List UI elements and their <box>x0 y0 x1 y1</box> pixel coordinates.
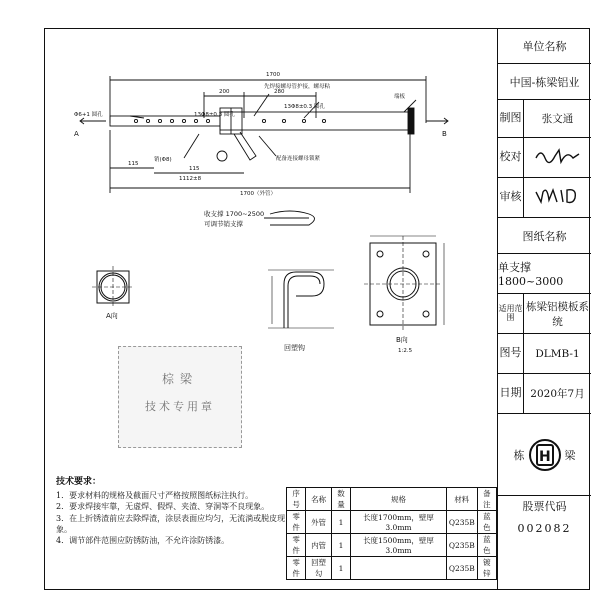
drawing-name-label-row <box>498 218 591 254</box>
no-value: DLMB-1 <box>535 347 580 360</box>
table-row <box>287 534 497 557</box>
drawing-name-label: 图纸名称 <box>522 229 567 243</box>
note-hole-mid: 13Φ8±0.3 圆孔 <box>194 112 235 118</box>
table-cell: 零件 <box>287 534 306 557</box>
logo-mark-icon <box>528 438 562 472</box>
header-cell: 序号 <box>287 488 306 511</box>
stroke-range: 收支撑 1700~2500 <box>204 210 265 218</box>
table-cell: 零件 <box>287 511 306 534</box>
tech-title: 技术要求： <box>56 477 102 487</box>
date-label: 日期 <box>498 374 524 413</box>
parts-table-header <box>287 488 497 511</box>
view-b-scale: 1:2.5 <box>398 348 413 354</box>
logo-row <box>498 414 591 496</box>
check-row <box>498 138 591 178</box>
header-cell: 材料 <box>446 488 477 511</box>
code-label: 股票代码 <box>522 500 567 513</box>
stamp-line-1: 棕梁 <box>161 372 198 386</box>
table-row <box>287 557 497 580</box>
logo-left-text: 栋 <box>513 448 525 462</box>
table-cell: 蓝色 <box>477 511 496 534</box>
parts-table <box>286 487 497 580</box>
table-cell <box>351 557 447 580</box>
title-block <box>497 28 590 590</box>
table-cell: 1 <box>331 511 350 534</box>
note-end-plate: 端板 <box>394 94 406 100</box>
unit-label-row <box>498 28 591 64</box>
unit-label: 单位名称 <box>522 39 567 53</box>
unit-value: 中国-栋梁铝业 <box>509 75 580 89</box>
table-cell: 长度1700mm，壁厚3.0mm <box>351 511 447 534</box>
check-label: 校对 <box>498 138 524 177</box>
dim-200: 200 <box>219 89 230 95</box>
hook-label: 回塑钩 <box>284 344 305 352</box>
table-cell: Q235B <box>446 557 477 580</box>
logo-letter: H <box>538 448 551 465</box>
table-cell: 长度1500mm，壁厚3.0mm <box>351 534 447 557</box>
header-cell: 规格 <box>351 488 447 511</box>
note-weld: 配备连接螺母锁紧 <box>276 156 321 162</box>
dim-115-left: 115 <box>128 161 139 167</box>
view-b <box>364 236 444 332</box>
note-pin: 先焊接螺母管护接，螺母粘 <box>264 84 331 90</box>
stamp-line-2: 技术专用章 <box>145 400 215 413</box>
tech-item: 2．要求焊接牢靠，无虚焊、假焊、夹渣、穿洞等不良现象。 <box>56 502 270 512</box>
table-cell: 零件 <box>287 557 306 580</box>
view-a-label: A向 <box>106 312 118 320</box>
strut-labels <box>74 72 447 228</box>
draw-row <box>498 100 591 138</box>
unit-value-row <box>498 64 591 100</box>
note-hole-left: Φ6+1 圆孔 <box>74 112 103 118</box>
header-cell: 备注 <box>477 488 496 511</box>
company-logo <box>514 438 576 472</box>
table-cell: 镀锌 <box>477 557 496 580</box>
stroke-sketch <box>264 211 315 225</box>
table-cell: 1 <box>331 534 350 557</box>
table-cell: Q235B <box>446 511 477 534</box>
section-label-b: B <box>442 130 447 138</box>
tech-item: 4．调节部件范围应防锈防油，不允许涂防锈漆。 <box>56 536 230 546</box>
dim-115-right: 115 <box>189 166 200 172</box>
technical-requirements <box>56 477 286 546</box>
dim-tube: 1700（外管） <box>240 191 276 197</box>
logo-right-text: 梁 <box>564 448 576 462</box>
table-cell: Q235B <box>446 534 477 557</box>
tech-item: 3．在上折锈渣前应去除焊渣，涂层表面应均匀，无流淌或脱皮现象。 <box>56 513 286 534</box>
code-value-row <box>498 516 591 540</box>
table-cell: 回塑勾 <box>306 557 332 580</box>
dim-280: 280 <box>274 89 285 95</box>
table-cell: 1 <box>331 557 350 580</box>
table-cell: 内管 <box>306 534 332 557</box>
view-a <box>92 266 134 308</box>
stroke-note: 可调节销支撑 <box>204 220 243 228</box>
no-row <box>498 334 591 374</box>
drawing-name-value-row <box>498 254 591 294</box>
draw-value: 张文通 <box>541 113 574 125</box>
check-signature <box>524 144 591 171</box>
system-row <box>498 294 591 334</box>
header-cell: 数量 <box>331 488 350 511</box>
code-value: 002082 <box>517 521 572 535</box>
view-b-label: B向 <box>396 336 408 344</box>
dim-1112: 1112±8 <box>179 176 202 182</box>
table-cell: 蓝色 <box>477 534 496 557</box>
system-value: 栋梁铝模板系统 <box>526 300 589 328</box>
engineering-drawing <box>44 28 497 478</box>
tech-item: 1．要求材料的规格及截面尺寸严格按照图纸标注执行。 <box>56 491 254 501</box>
section-label-a: A <box>74 130 79 138</box>
date-value: 2020年7月 <box>530 388 585 400</box>
table-row <box>287 511 497 534</box>
strut-elevation <box>80 76 448 193</box>
review-signature <box>524 184 591 211</box>
system-label: 适用范围 <box>498 294 524 333</box>
no-label: 图号 <box>498 334 524 373</box>
hook-view <box>268 270 334 328</box>
header-cell: 名称 <box>306 488 332 511</box>
drawing-name-value: 单支撑1800~3000 <box>498 261 564 288</box>
note-hole-right: 13Φ8±0.3 圆孔 <box>284 104 325 110</box>
code-label-row <box>498 496 591 516</box>
date-row <box>498 374 591 414</box>
technical-stamp <box>118 346 242 448</box>
note-spec: 销(Φ8) <box>154 157 172 163</box>
draw-label: 制图 <box>498 100 524 137</box>
dim-total: 1700 <box>266 72 280 78</box>
review-row <box>498 178 591 218</box>
table-cell: 外管 <box>306 511 332 534</box>
review-label: 审核 <box>498 178 524 217</box>
